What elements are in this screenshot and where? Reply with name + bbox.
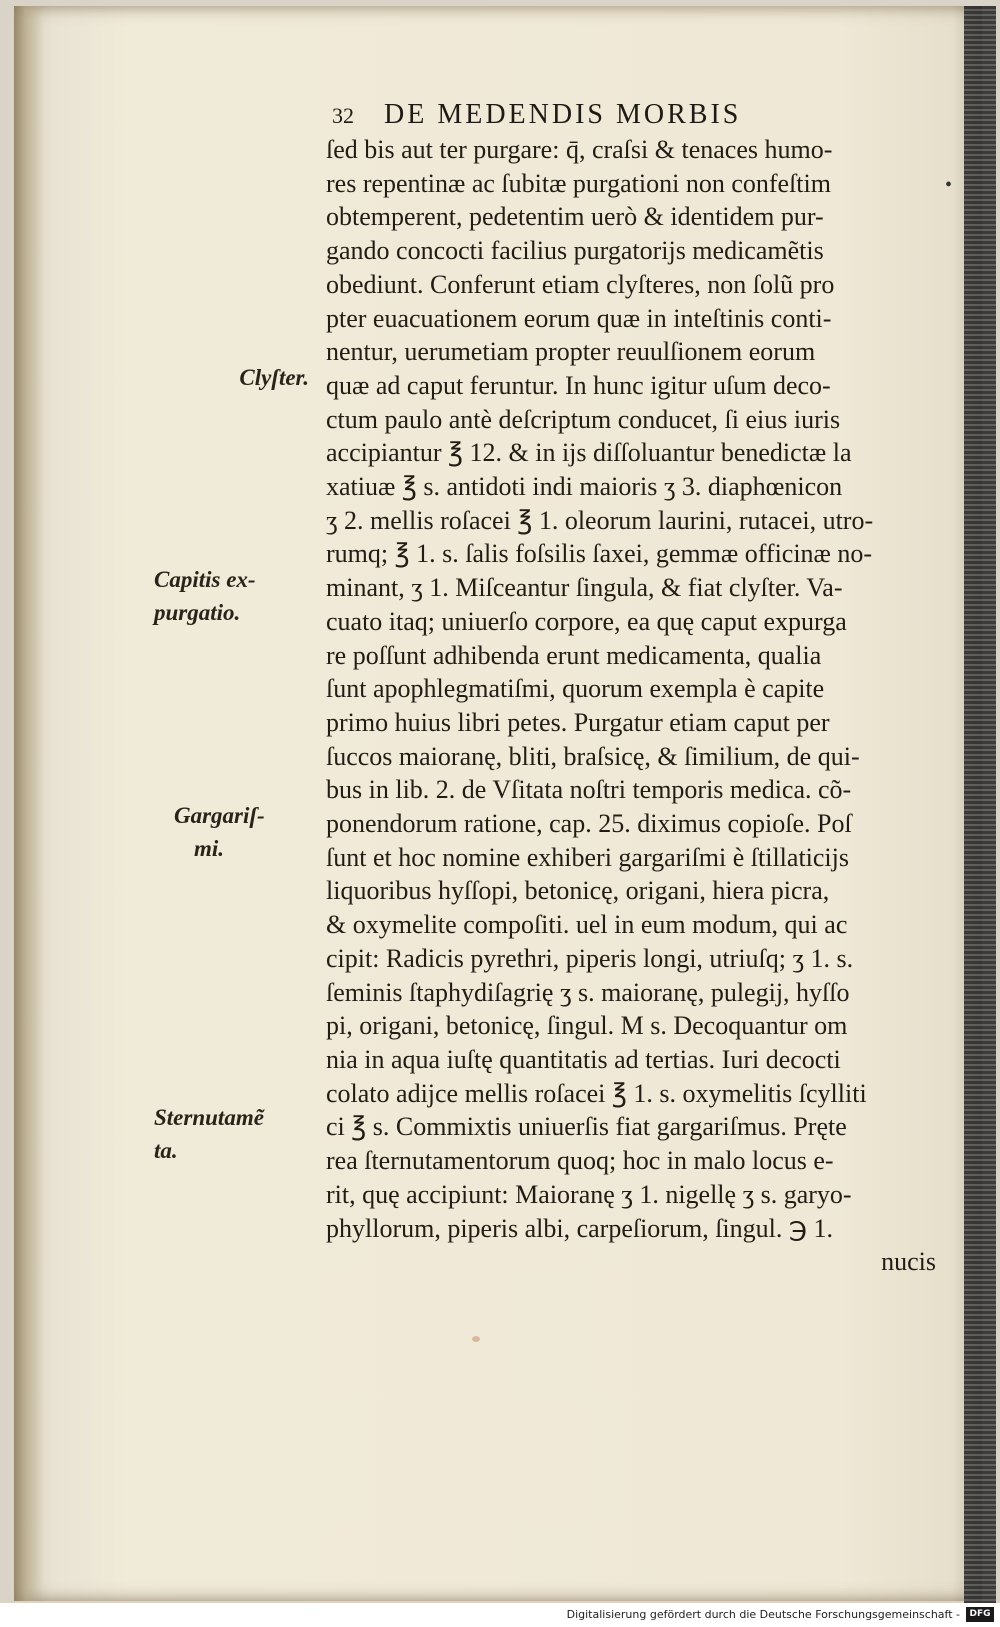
ink-speck (472, 1336, 480, 1342)
page-edge-strip (964, 6, 996, 1606)
text-line: liquoribus hyſſopi, betonicę, origani, hiera picra, (326, 876, 830, 906)
text-line: res repentinæ ac ſubitæ purgationi non confeſtim (326, 168, 831, 198)
text-line: bus in lib. 2. de Vſitata noſtri temporis medica. cõ- (326, 775, 852, 805)
text-line: cipit: Radicis pyrethri, piperis longi, utriuſq; ʒ 1. s. (326, 943, 854, 973)
marginal-note-line: Sternutamẽ (154, 1105, 264, 1130)
marginal-note-line: ta. (154, 1138, 178, 1163)
text-line: rea ſternutamentorum quoq; hoc in malo locus e- (326, 1146, 834, 1176)
book-page (14, 6, 982, 1601)
text-line: obtemperent, pedetentim uerò & identidem pur- (326, 202, 824, 232)
text-line: & oxymelite compoſiti. uel in eum modum, qui ac (326, 910, 848, 940)
marginal-note-sternutamenta (154, 1101, 314, 1167)
text-line: ſuccos maioranę, bliti, braſsicę, & ſimilium, de qui- (326, 741, 860, 771)
funding-credit: Digitalisierung gefördert durch die Deutsche Forschungsgemeinschaft - (566, 1608, 960, 1621)
text-line: re poſſunt adhibenda erunt medicamenta, qualia (326, 640, 822, 670)
text-line: ponendorum ratione, cap. 25. diximus copioſe. Poſ (326, 809, 852, 839)
text-line: nia in aqua iuſtę quantitatis ad tertias. Iuri decocti (326, 1044, 841, 1074)
running-title: DE MEDENDIS MORBIS (384, 99, 742, 130)
marginal-note-gargarismi (174, 799, 309, 865)
text-line: ſed bis aut ter purgare: q̄, craſsi & tenaces humo- (326, 135, 833, 164)
text-line: ci ℥ s. Commixtis uniuerſis fiat gargariſmus. Pręte (326, 1112, 847, 1142)
text-line: xatiuæ ℥ s. antidoti indi maioris ʒ 3. diaphœnicon (326, 472, 843, 502)
text-line: phyllorum, piperis albi, carpeſiorum, ſingul. ℈ 1. (326, 1213, 834, 1243)
catchword: nucis (881, 1247, 936, 1277)
text-line: ſunt apophlegmatiſmi, quorum exempla è capite (326, 674, 825, 704)
marginal-note-line: Clyſter. (239, 365, 309, 390)
marginal-note-capitis (154, 563, 309, 629)
text-line: obediunt. Conferunt etiam clyſteres, non ſolũ pro (326, 269, 835, 299)
text-line: accipiantur ℥ 12. & in ijs diſſoluantur benedictæ la (326, 438, 852, 468)
text-line: gando concocti facilius purgatorijs medicamẽtis (326, 236, 824, 266)
text-line: rumq; ℥ 1. s. ſalis foſsilis ſaxei, gemmæ officinæ no- (326, 539, 873, 569)
text-line: rit, quę accipiunt: Maioranę ʒ 1. nigellę ʒ s. garyo- (326, 1179, 852, 1209)
running-head (332, 99, 872, 131)
body-text (326, 133, 936, 1279)
margin-mark: • (944, 174, 952, 196)
text-line: ctum paulo antè deſcriptum conducet, ſi eius iuris (326, 404, 841, 434)
marginal-note-clyster (194, 361, 309, 394)
text-line: colato adijce mellis roſacei ℥ 1. s. oxymelitis ſcylliti (326, 1078, 867, 1108)
marginal-note-line: purgatio. (154, 600, 241, 625)
footer-bar (0, 1603, 1000, 1627)
text-line: nentur, uerumetiam propter reuulſionem eorum (326, 337, 816, 367)
text-line: pi, origani, betonicę, ſingul. M s. Decoquantur om (326, 1011, 848, 1041)
dfg-logo: DFG (966, 1607, 994, 1622)
text-line: cuato itaq; uniuerſo corpore, ea quę caput expurga (326, 606, 847, 636)
text-line: pter euacuationem eorum quæ in inteſtinis conti- (326, 303, 832, 333)
text-line: ſunt et hoc nomine exhiberi gargariſmi è ſtillaticijs (326, 842, 849, 872)
page-number: 32 (332, 103, 354, 128)
text-line: quæ ad caput feruntur. In hunc igitur uſum deco- (326, 370, 831, 400)
binding-shadow (14, 6, 44, 1601)
marginal-note-line: Gargariſ- (174, 803, 265, 828)
text-line: minant, ʒ 1. Miſceantur ſingula, & fiat clyſter. Va- (326, 573, 843, 603)
text-line: ʒ 2. mellis roſacei ℥ 1. oleorum laurini, rutacei, utro- (326, 505, 874, 535)
text-line: ſeminis ſtaphydiſagrię ʒ s. maioranę, pulegij, hyſſo (326, 977, 850, 1007)
marginal-note-line: mi. (194, 836, 225, 861)
marginal-note-line: Capitis ex- (154, 567, 256, 592)
text-line: primo huius libri petes. Purgatur etiam caput per (326, 707, 830, 737)
